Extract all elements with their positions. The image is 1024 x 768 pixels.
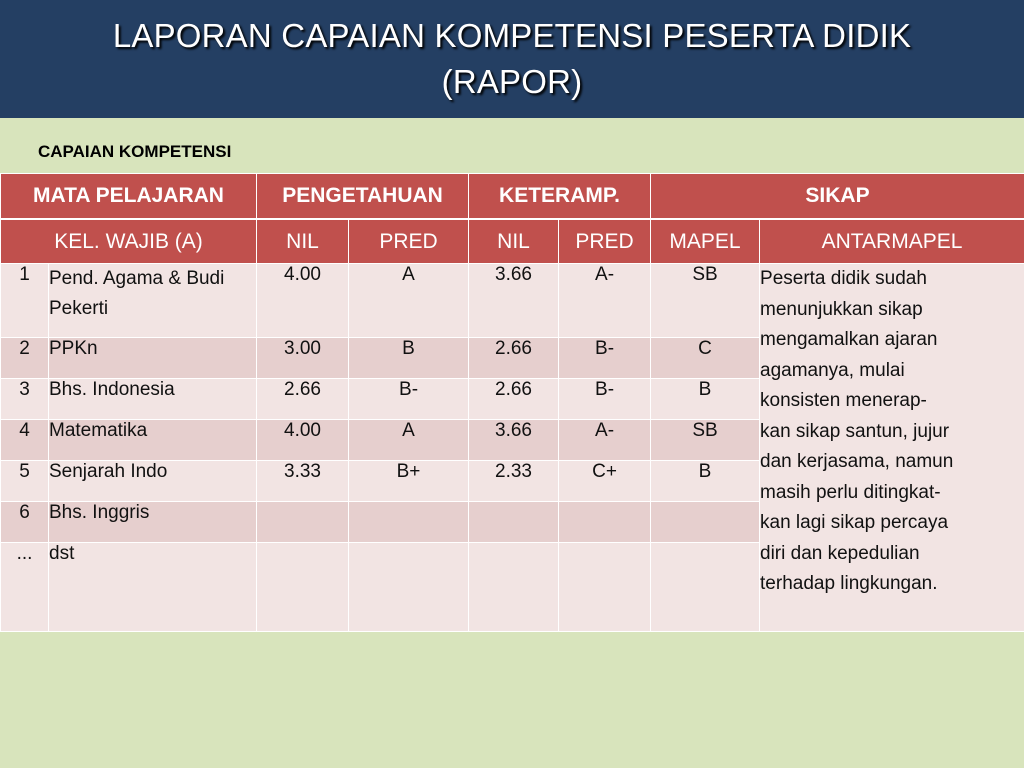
- antarmapel-line: menunjukkan sikap: [760, 298, 923, 320]
- keterampilan-nilai: 3.66: [469, 420, 559, 461]
- keterampilan-nilai: [469, 502, 559, 543]
- header-divider: [0, 118, 1024, 121]
- sikap-mapel: B: [651, 461, 760, 502]
- antarmapel-line: Peserta didik sudah: [760, 268, 927, 289]
- pengetahuan-predikat: B-: [349, 379, 469, 420]
- row-number: 2: [1, 338, 49, 379]
- sikap-antarmapel-description: [760, 264, 1024, 632]
- pengetahuan-nilai: 3.33: [257, 461, 349, 502]
- antarmapel-line: agamanya, mulai: [760, 359, 905, 381]
- antarmapel-line: dan kerjasama, namun: [760, 451, 954, 472]
- keterampilan-predikat: A-: [559, 264, 651, 338]
- slide-title-line-2: (RAPOR): [441, 63, 583, 100]
- pengetahuan-nilai: 4.00: [257, 420, 349, 461]
- subheader-antarmapel: ANTARMAPEL: [760, 219, 1024, 264]
- sikap-mapel: [651, 543, 760, 632]
- keterampilan-nilai: 2.66: [469, 379, 559, 420]
- header-mata-pelajaran: MATA PELAJARAN: [1, 174, 257, 220]
- antarmapel-line: masih perlu ditingkat-: [760, 481, 941, 503]
- antarmapel-line: konsisten menerap-: [760, 390, 927, 411]
- subheader-kel-wajib: KEL. WAJIB (A): [1, 219, 257, 264]
- sub-header-row: [1, 219, 1024, 264]
- row-number: 3: [1, 379, 49, 420]
- subheader-p-pred: PRED: [349, 219, 469, 264]
- keterampilan-nilai: 2.33: [469, 461, 559, 502]
- pengetahuan-nilai: [257, 502, 349, 543]
- pengetahuan-predikat: B: [349, 338, 469, 379]
- section-subtitle: CAPAIAN KOMPETENSI: [38, 142, 232, 161]
- header-keterampilan: KETERAMP.: [469, 174, 651, 220]
- subject-name: Bhs. Indonesia: [49, 379, 257, 420]
- subheader-k-pred: PRED: [559, 219, 651, 264]
- subject-name: Senjarah Indo: [49, 461, 257, 502]
- subheader-mapel: MAPEL: [651, 219, 760, 264]
- pengetahuan-predikat: A: [349, 420, 469, 461]
- pengetahuan-predikat: A: [349, 264, 469, 338]
- antarmapel-line: kan sikap santun, jujur: [760, 420, 950, 442]
- sikap-mapel: [651, 502, 760, 543]
- row-number: 5: [1, 461, 49, 502]
- subject-name: Matematika: [49, 420, 257, 461]
- pengetahuan-nilai: [257, 543, 349, 632]
- antarmapel-line: kan lagi sikap percaya: [760, 512, 949, 533]
- keterampilan-nilai: 3.66: [469, 264, 559, 338]
- pengetahuan-nilai: 4.00: [257, 264, 349, 338]
- keterampilan-predikat: B-: [559, 379, 651, 420]
- header-sikap: SIKAP: [651, 174, 1024, 220]
- keterampilan-predikat: C+: [559, 461, 651, 502]
- sikap-mapel: SB: [651, 264, 760, 338]
- keterampilan-nilai: 2.66: [469, 338, 559, 379]
- sikap-mapel: B: [651, 379, 760, 420]
- keterampilan-nilai: [469, 543, 559, 632]
- table-row: [1, 264, 1024, 338]
- antarmapel-line: mengamalkan ajaran: [760, 329, 938, 350]
- pengetahuan-nilai: 2.66: [257, 379, 349, 420]
- row-number: ...: [1, 543, 49, 632]
- subheader-p-nil: NIL: [257, 219, 349, 264]
- keterampilan-predikat: [559, 502, 651, 543]
- group-header-row: [1, 174, 1024, 220]
- keterampilan-predikat: A-: [559, 420, 651, 461]
- row-number: 4: [1, 420, 49, 461]
- pengetahuan-nilai: 3.00: [257, 338, 349, 379]
- row-number: 1: [1, 264, 49, 338]
- antarmapel-line: terhadap lingkungan.: [760, 573, 938, 594]
- pengetahuan-predikat: [349, 543, 469, 632]
- subject-name: Pend. Agama & Budi Pekerti: [49, 264, 257, 338]
- subject-name: Bhs. Inggris: [49, 502, 257, 543]
- slide-title-line-1: LAPORAN CAPAIAN KOMPETENSI PESERTA DIDIK: [112, 17, 912, 54]
- subheader-k-nil: NIL: [469, 219, 559, 264]
- slide-header: [0, 0, 1024, 118]
- keterampilan-predikat: [559, 543, 651, 632]
- sikap-mapel: SB: [651, 420, 760, 461]
- rapor-table: [0, 173, 1024, 632]
- keterampilan-predikat: B-: [559, 338, 651, 379]
- row-number: 6: [1, 502, 49, 543]
- header-pengetahuan: PENGETAHUAN: [257, 174, 469, 220]
- pengetahuan-predikat: [349, 502, 469, 543]
- pengetahuan-predikat: B+: [349, 461, 469, 502]
- sikap-mapel: C: [651, 338, 760, 379]
- subject-name: PPKn: [49, 338, 257, 379]
- subject-name: dst: [49, 543, 257, 632]
- antarmapel-line: diri dan kepedulian: [760, 542, 920, 564]
